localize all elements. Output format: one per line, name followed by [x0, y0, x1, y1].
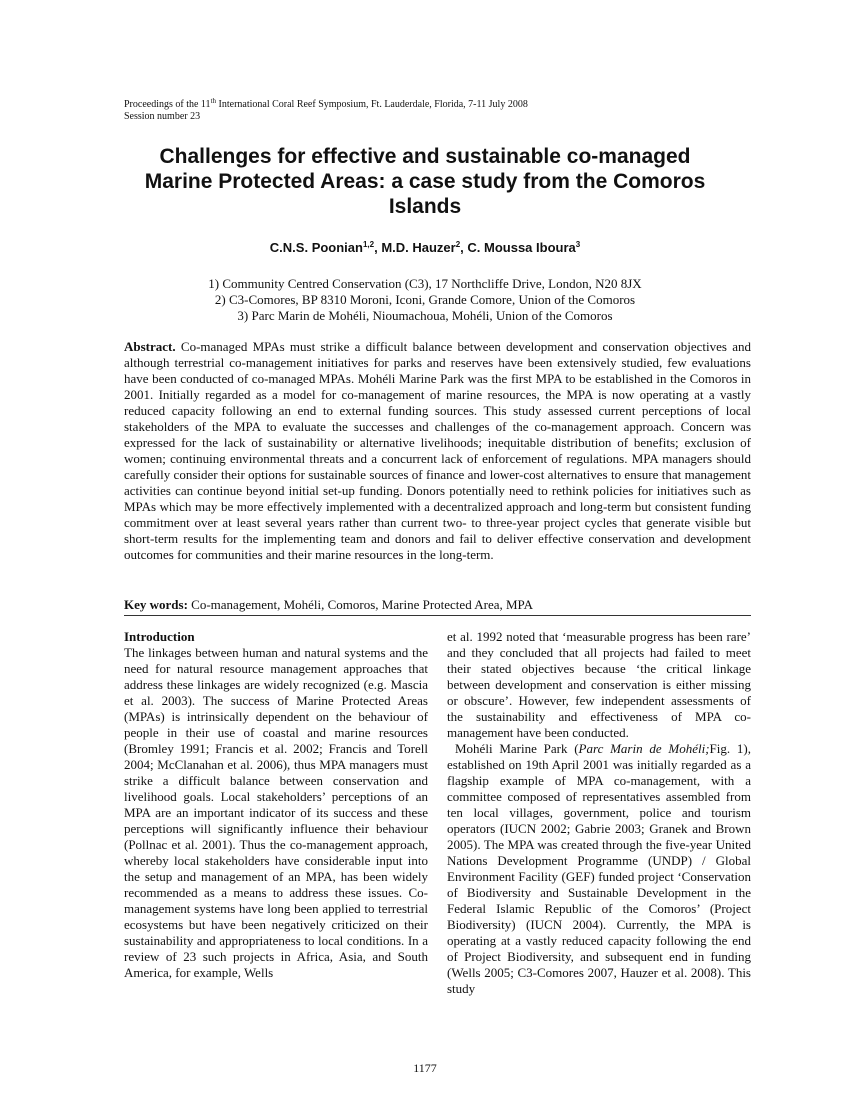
proceedings-suffix: International Coral Reef Symposium, Ft. Lauderdale, Florida, 7-11 July 2008: [216, 99, 528, 110]
author-affiliation-marker: 2: [455, 240, 461, 249]
paragraph: et al. 1992 noted that ‘measurable progress has been rare’ and they concluded that all projects had failed to meet their stated objectives because ‘the critical linkage between development and conservation is either missing or obscure’. However, few independent assessments of the sustainability and effectiveness of MPA co-management have been conducted.: [447, 629, 751, 740]
proceedings-superscript: th: [210, 97, 217, 105]
keywords: [124, 597, 751, 616]
abstract: [124, 339, 751, 563]
affiliation-list: [100, 276, 750, 324]
proceedings-prefix: Proceedings of the 11: [124, 99, 211, 110]
proceedings-line: [124, 99, 528, 111]
author-affiliation-marker: 3: [575, 240, 581, 249]
author-name: , C. Moussa Iboura: [460, 240, 576, 255]
keywords-text: Co-management, Mohéli, Comoros, Marine Protected Area, MPA: [187, 597, 533, 612]
author-affiliation-marker: 1,2: [362, 240, 375, 249]
affiliation-1: 1) Community Centred Conservation (C3), 17 Northcliffe Drive, London, N20 8JX: [208, 276, 642, 291]
session-line: Session number 23: [124, 111, 201, 122]
author-name: C.N.S. Poonian: [269, 240, 363, 255]
paragraph: [447, 741, 751, 997]
title-line-3: Islands: [388, 195, 462, 218]
title-line-1: Challenges for effective and sustainable co-managed: [159, 145, 691, 168]
paper-title: [100, 144, 750, 219]
keywords-label: Key words:: [124, 597, 188, 612]
italic-park-name: Parc Marin de Mohéli;: [578, 741, 710, 756]
paragraph-text: Mohéli Marine Park (: [455, 741, 579, 756]
paragraph: The linkages between human and natural systems and the need for natural resource management approaches that address these linkages are widely recognized (e.g. Mascia et al. 2003). The success of Marine Protected Areas (MPAs) is intrinsically dependent on the behaviour of people in their use of coastal and marine resources (Bromley 1991; Francis et al. 2002; Francis and Torell 2004; McClanahan et al. 2006), thus MPA managers must strike a difficult balance between conservation and livelihood goals. Local stakeholders’ perceptions of an MPA are an important indicator of its success and these perceptions will significantly influence their behaviour (Pollnac et al. 2001). Thus the co-management approach, whereby local stakeholders have considerable input into the setup and management of an MPA, has been widely recommended as a means to address these issues. Co-management systems have long been applied to terrestrial ecosystems but have been negatively criticized on their sustainability and appropriateness to local conditions. In a review of 23 such projects in Africa, Asia, and South America, for example, Wells: [124, 645, 428, 980]
body-column-right: [447, 629, 751, 997]
affiliation-2: 2) C3-Comores, BP 8310 Moroni, Iconi, Grande Comore, Union of the Comoros: [214, 292, 636, 307]
author-list: [100, 240, 750, 256]
title-line-2: Marine Protected Areas: a case study from the Comoros: [144, 170, 706, 193]
paragraph-text: Fig. 1), established on 19th April 2001 was initially regarded as a flagship example of MPA co-management, with a committee composed of representatives assembled from ten local villages, government, police and tourism operators (IUCN 2002; Gabrie 2003; Granek and Brown 2005). The MPA was created through the five-year United Nations Development Programme (UNDP) / Global Environment Facility (GEF) funded project ‘Conservation of Biodiversity and Sustainable Development in the Federal Islamic Republic of the Comoros’ (Project Biodiversity) (IUCN 2004). Currently, the MPA is operating at a vastly reduced capacity following the end of Project Biodiversity, and subsequent end in funding (Wells 2005; C3-Comores 2007, Hauzer et al. 2008). This study: [447, 741, 751, 996]
abstract-text: Co-managed MPAs must strike a difficult balance between development and conservation objectives and although terrestrial co-management initiatives for parks and reserves have been extensively studied, few evaluations have been conducted of co-managed MPAs. Mohéli Marine Park was the first MPA to be established in the Comoros in 2001. Initially regarded as a model for co-management of marine resources, the MPA is now operating at a vastly reduced capacity following an end to external funding sources. This study assessed current perceptions of local stakeholders of the MPA to evaluate the successes and challenges of the co-management approach. Concern was expressed for the lack of sustainability or alternative livelihoods; inequitable distribution of benefits; exclusion of women; continuing environmental threats and a concurrent lack of enforcement of regulations. MPA managers should carefully consider their options for sustainable sources of finance and lower-cost alternatives to ensure that management activities can continue beyond initial set-up funding. Donors potentially need to rethink policies for initiatives such as MPAs which may be more effectively implemented with a decentralized approach and long-term but consistent funding commitment over at least several years rather than current two- to three-year project cycles that generate visible but short-term results for the implementing team and donors and fail to deliver effective conservation and development outcomes for communities and their marine resources in the long-term.: [124, 339, 751, 562]
section-heading-introduction: Introduction: [124, 629, 195, 644]
abstract-label: Abstract.: [124, 339, 176, 354]
page-number: 1177: [413, 1061, 437, 1075]
running-header: [124, 99, 528, 123]
body-column-left: [124, 629, 428, 981]
affiliation-3: 3) Parc Marin de Mohéli, Nioumachoua, Mohéli, Union of the Comoros: [237, 308, 613, 323]
author-name: , M.D. Hauzer: [374, 240, 456, 255]
